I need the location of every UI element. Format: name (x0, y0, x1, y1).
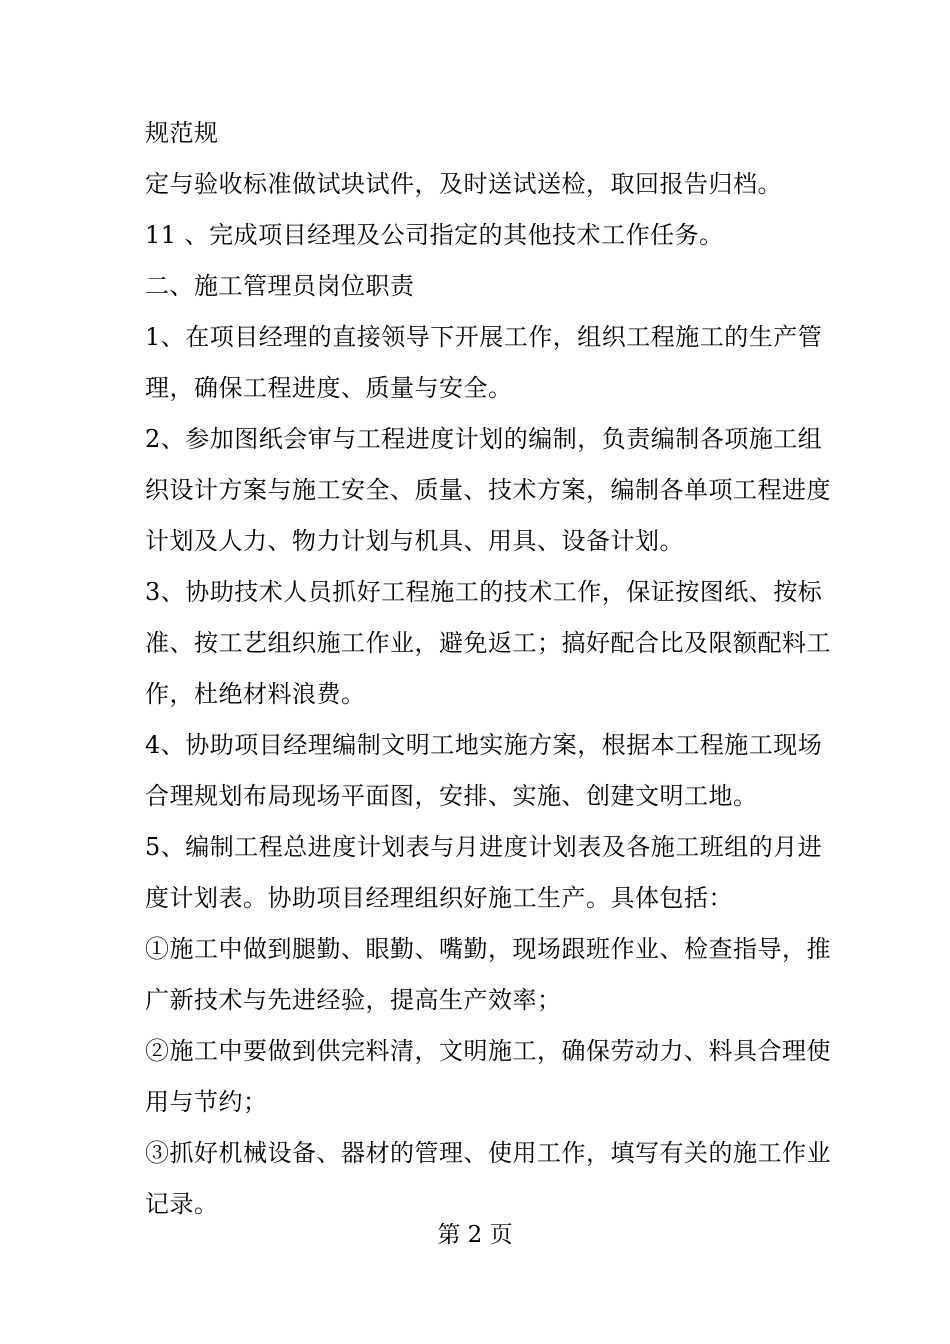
text-line: ①施工中做到腿勤、眼勤、嘴勤，现场跟班作业、检查指导，推 (145, 935, 831, 963)
text-line: ②施工中要做到供完料清，文明施工，确保劳动力、料具合理使 (145, 1037, 831, 1065)
text-line: 5、编制工程总进度计划表与月进度计划表及各施工班组的月进 (145, 833, 823, 861)
text-line: ③抓好机械设备、器材的管理、使用工作，填写有关的施工作业 (145, 1139, 831, 1167)
document-body (145, 108, 831, 1230)
text-line: 合理规划布局现场平面图，安排、实施、创建文明工地。 (145, 782, 758, 810)
text-line: 1、在项目经理的直接领导下开展工作，组织工程施工的生产管 (145, 323, 823, 351)
text-line: 11 、完成项目经理及公司指定的其他技术工作任务。 (145, 221, 724, 249)
text-line: 3、协助技术人员抓好工程施工的技术工作，保证按图纸、按标 (145, 578, 823, 606)
text-line: 作，杜绝材料浪费。 (145, 680, 366, 708)
text-line: 2、参加图纸会审与工程进度计划的编制，负责编制各项施工组 (145, 425, 823, 453)
text-line: 定与验收标准做试块试件，及时送试送检，取回报告归档。 (145, 170, 782, 198)
text-line: 规范规 (145, 119, 219, 147)
text-line: 4、协助项目经理编制文明工地实施方案，根据本工程施工现场 (145, 731, 823, 759)
text-line: 记录。 (145, 1190, 219, 1218)
section-heading: 二、施工管理员岗位职责 (145, 272, 415, 300)
text-line: 理，确保工程进度、质量与安全。 (145, 374, 513, 402)
text-line: 准、按工艺组织施工作业，避免返工；搞好配合比及限额配料工 (145, 629, 831, 657)
text-line: 计划及人力、物力计划与机具、用具、设备计划。 (145, 527, 684, 555)
text-line: 用与节约； (145, 1088, 268, 1116)
text-line: 度计划表。协助项目经理组织好施工生产。具体包括： (145, 884, 733, 912)
text-line: 织设计方案与施工安全、质量、技术方案，编制各单项工程进度 (145, 476, 831, 504)
page-number: 第 2 页 (437, 1222, 513, 1248)
text-line: 广新技术与先进经验，提高生产效率； (145, 986, 562, 1014)
